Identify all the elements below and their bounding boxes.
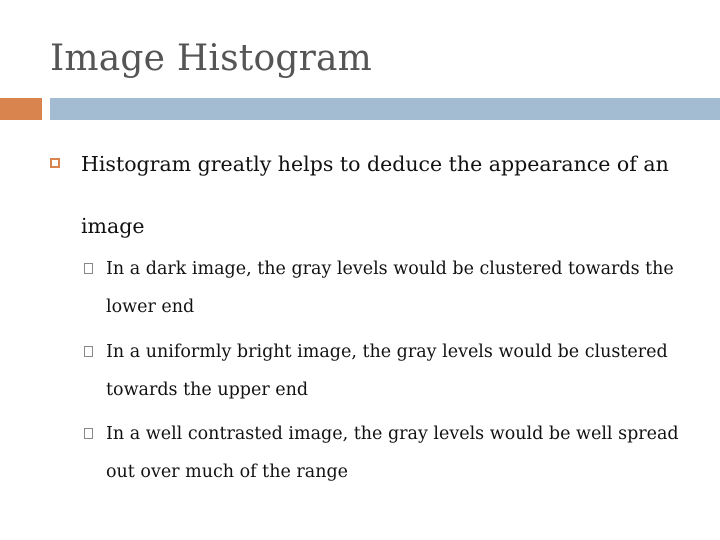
square-bullet-icon (84, 346, 93, 357)
slide-title: Image Histogram (50, 38, 372, 79)
sub-bullet-text: In a dark image, the gray levels would be clustered towards the lower end (106, 259, 674, 317)
sub-bullet-text: In a uniformly bright image, the gray levels would be clustered towards the upper end (106, 342, 668, 400)
square-bullet-icon (84, 428, 93, 439)
sub-bullet-text: In a well contrasted image, the gray levels would be well spread out over much of the range (106, 424, 679, 482)
main-bullet-text: Histogram greatly helps to deduce the appearance of an image (81, 152, 669, 238)
square-bullet-icon (84, 263, 93, 274)
square-bullet-icon (50, 158, 60, 168)
